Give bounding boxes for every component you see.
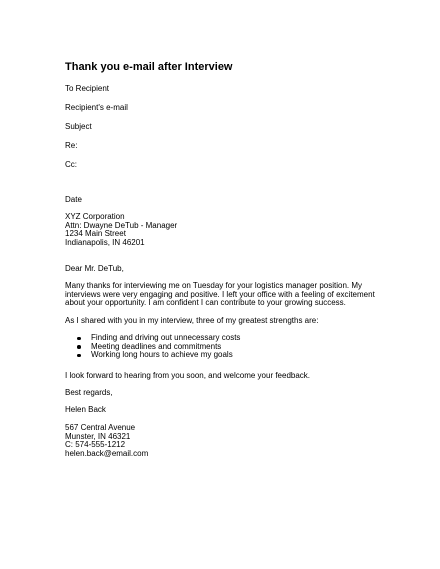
signer-phone: C: 574-555-1212 (65, 440, 126, 450)
recipient-city: Indianapolis, IN 46201 (65, 237, 145, 247)
list-item-text: Finding and driving out unnecessary costs (91, 333, 241, 342)
document-title: Thank you e-mail after Interview (65, 61, 233, 73)
salutation: Dear Mr. DeTub, (65, 264, 124, 273)
signer-email: helen.back@email.com (65, 448, 149, 458)
paragraph-line: about your opportunity. I am confident I can contribute to your growing success. (65, 298, 346, 308)
to-recipient-field: To Recipient (65, 84, 110, 93)
list-item-text: Meeting deadlines and commitments (91, 341, 222, 351)
recipient-email-field: Recipient's e-mail (65, 103, 128, 112)
signer-name: Helen Back (65, 405, 106, 414)
signer-city: Munster, IN 46321 (65, 431, 131, 441)
list-item (65, 351, 240, 360)
subject-field: Subject (65, 122, 92, 131)
signer-street: 567 Central Avenue (65, 423, 136, 432)
paragraph-line: interviews were very engaging and positive. I left your office with a feeling of excitement (65, 289, 375, 299)
re-field: Re: (65, 141, 78, 150)
closing: Best regards, (65, 388, 113, 397)
list-item-text: Working long hours to achieve my goals (91, 350, 233, 360)
paragraph-strengths-intro: As I shared with you in my interview, three of my greatest strengths are: (65, 316, 319, 325)
paragraph-closing-remark: I look forward to hearing from you soon, and welcome your feedback. (65, 371, 311, 380)
date-line: Date (65, 195, 82, 204)
bullet-icon (77, 337, 81, 341)
bullet-icon (77, 345, 81, 349)
recipient-company: XYZ Corporation (65, 212, 125, 221)
cc-field: Cc: (65, 160, 77, 169)
recipient-street: 1234 Main Street (65, 229, 126, 239)
strengths-list (65, 334, 240, 360)
paragraph-line: Many thanks for interviewing me on Tuesday for your logistics manager position. My (65, 281, 363, 290)
recipient-attention: Attn: Dwayne DeTub - Manager (65, 220, 178, 230)
bullet-icon (77, 354, 81, 358)
